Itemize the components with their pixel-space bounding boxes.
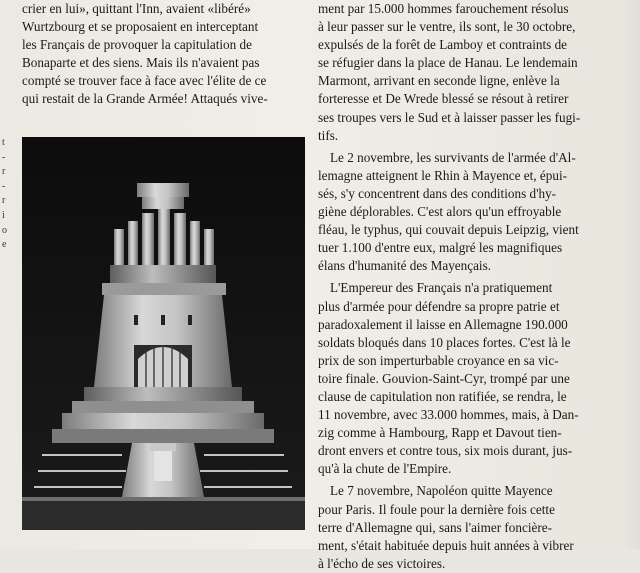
left-line-5: compté se trouver face à face avec l'élite de ce: [22, 73, 267, 89]
text-line: sés, s'y concentrent dans des conditions d'hy-: [318, 185, 557, 201]
margin-letter: r: [2, 195, 6, 207]
monument-illustration: [22, 137, 305, 530]
text-line: paradoxalement il laisse en Allemagne 190.000: [318, 316, 568, 332]
text-line: pour Paris. Il foule pour la dernière fois cette: [318, 501, 555, 517]
text-line: dront envers et contre tous, six mois durant, jus-: [318, 443, 573, 459]
text-line: Marmont, arrivant en seconde ligne, enlève la: [318, 73, 560, 89]
monument-photo: [22, 137, 305, 530]
text-line: fléau, le typhus, qui couvait depuis Leipzig, vient: [318, 222, 579, 238]
left-line-1: crier en lui», quittant l'Inn, avaient «libéré»: [22, 1, 251, 16]
text-line: lemagne atteignent le Rhin à Mayence et, épui-: [318, 167, 567, 183]
left-line-2: Wurtzbourg et se proposaient en interceptant: [22, 19, 259, 35]
text-line: plus d'armée pour défendre sa propre patrie et: [318, 298, 560, 314]
margin-letter: o: [2, 224, 7, 236]
left-line-6: qui restait de la Grande Armée! Attaqués vive-: [22, 91, 268, 107]
margin-letter: t: [2, 137, 5, 148]
text-line: clause de capitulation non ratifiée, se rendra, le: [318, 388, 567, 404]
text-line: tifs.: [318, 127, 339, 143]
text-line: toire finale. Gouvion-Saint-Cyr, trompé par une: [318, 370, 570, 386]
paragraph-4: [318, 482, 610, 572]
text-line: se réfugier dans la place de Hanau. Le lendemain: [318, 55, 578, 71]
margin-letter: i: [2, 209, 5, 221]
paragraph-2: [318, 149, 610, 276]
text-line: soldats bloqués dans 10 places fortes. C'est là le: [318, 334, 571, 350]
text-line: ses troupes vers le Sud et à laisser passer les fugi-: [318, 109, 581, 125]
text-line: ment par 15.000 hommes farouchement résolus: [318, 1, 569, 16]
text-line: giène déplorables. C'est alors qu'un effroyable: [318, 204, 562, 220]
right-column: [318, 0, 610, 573]
text-line: Le 2 novembre, les survivants de l'armée d'Al-: [330, 149, 576, 165]
text-line: 11 novembre, avec 33.000 hommes, mais, à Dan-: [318, 407, 579, 423]
margin-letter: -: [2, 151, 6, 163]
paragraph-1: [318, 0, 610, 145]
text-line: à leur passer sur le ventre, ils sont, le 30 octobre,: [318, 19, 576, 35]
left-column: [22, 0, 308, 109]
left-line-4: Bonaparte et des siens. Mais ils n'avaient pas: [22, 55, 260, 71]
text-line: zig comme à Hambourg, Rapp et Davout tien-: [318, 425, 562, 441]
left-line-3: les Français de provoquer la capitulation de: [22, 37, 252, 53]
text-line: expulsés de la forêt de Lamboy et contraints de: [318, 37, 568, 53]
text-line: élans d'humanité des Mayençais.: [318, 258, 492, 274]
margin-letter: -: [2, 180, 6, 192]
text-line: L'Empereur des Français n'a pratiquement: [330, 280, 553, 296]
paragraph-3: [318, 279, 610, 478]
margin-letters: [2, 136, 12, 253]
text-line: tuer 1.100 d'entre eux, malgré les magnifiques: [318, 240, 563, 256]
margin-letter: e: [2, 239, 7, 251]
text-line: Le 7 novembre, Napoléon quitte Mayence: [330, 483, 553, 499]
text-line: prix de son imperturbable croyance en sa vic-: [318, 352, 559, 368]
text-line: forteresse et De Wrede blessé se résout à retirer: [318, 91, 569, 107]
text-line: qu'à la chute de l'Empire.: [318, 461, 452, 477]
text-line: ment, s'était habituée depuis huit années à vibrer: [318, 537, 574, 553]
text-line: terre d'Allemagne qui, sans l'aimer foncière-: [318, 519, 552, 535]
margin-letter: r: [2, 166, 6, 178]
text-line: à l'écho de ses victoires.: [318, 555, 446, 571]
